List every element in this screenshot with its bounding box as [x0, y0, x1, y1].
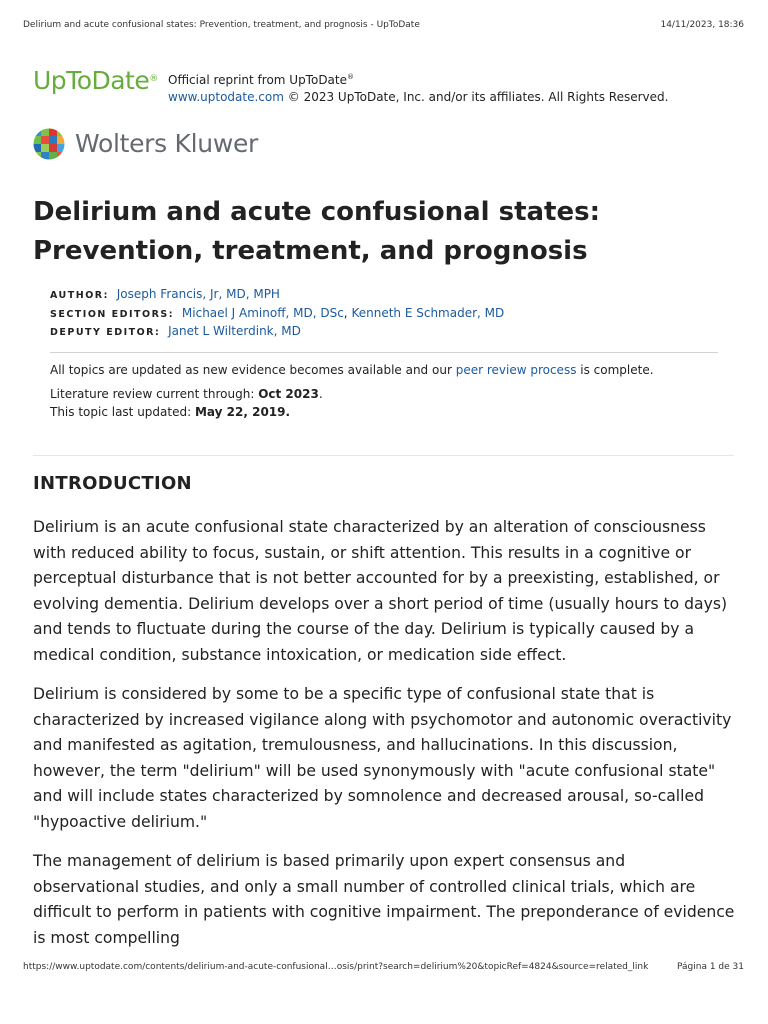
literature-review: Literature review current through: Oct 2023. — [50, 386, 323, 401]
literature-review-date: Oct 2023 — [258, 386, 319, 401]
article-meta — [50, 286, 718, 421]
publisher-logo — [33, 126, 293, 162]
section-editors-row: SECTION EDITORS: Michael J Aminoff, MD, DSc, Kenneth E Schmader, MD — [50, 305, 505, 320]
print-footer — [23, 962, 744, 974]
last-updated-date: May 22, 2019. — [194, 404, 291, 419]
print-header — [23, 20, 744, 32]
print-url: https://www.uptodate.com/contents/delirium-and-acute-confusional…osis/print?search=delirium%20&topicRef=4824&source=related_link — [23, 962, 649, 972]
publisher-name: Wolters Kluwer — [75, 129, 259, 158]
meta-divider — [50, 352, 718, 353]
deputy-editor-row — [50, 323, 718, 342]
print-page-title: Delirium and acute confusional states: Prevention, treatment, and prognosis - UpToDate — [23, 20, 420, 30]
paragraph: Delirium is an acute confusional state characterized by an alteration of consciousness with reduced ability to focus, sustain, or shift attention. This results in a cognitive or perceptual disturbance that is not better accounted for by a preexisting, established, or evolving dementia. Delirium develops over a short period of time (usually hours to days) and tends to fluctuate during the course of the day. Delirium is typically caused by a medical condition, substance intoxication, or medication side effect. — [33, 518, 728, 664]
section-editors-label: SECTION EDITORS: — [50, 308, 175, 320]
author-label: AUTHOR: — [50, 290, 109, 301]
uptodate-site-link[interactable]: www.uptodate.com — [168, 90, 284, 104]
body-clip — [0, 515, 768, 947]
article-title: Delirium and acute confusional states: Prevention, treatment, and prognosis — [33, 197, 600, 266]
section-divider — [33, 455, 734, 456]
deputy-editor-link[interactable]: Janet L Wilterdink, MD — [168, 324, 301, 338]
deputy-editor-label: DEPUTY EDITOR: — [50, 327, 161, 338]
paragraph: Delirium is considered by some to be a specific type of confusional state that is characterized by increased vigilance along with psychomotor and autonomic overactivity and manifested as agitation, tremulousness, and hallucinations. In this discussion, however, the term "delirium" will be used synonymously with "acute confusional state" and will include states characterized by somnolence and decreased arousal, so-called "hypoactive delirium." — [33, 685, 732, 831]
reprint-rights: © 2023 UpToDate, Inc. and/or its affiliates. All Rights Reserved. — [287, 90, 669, 104]
uptodate-logo: UpToDate® — [33, 66, 158, 95]
peer-review-link[interactable]: peer review process — [455, 362, 577, 377]
paragraph: The management of delirium is based primarily upon expert consensus and observational studies, and only a small number of controlled clinical trials, which are difficult to perform in patients with cognitive impairment. The preponderance of evidence is most compelling — [33, 852, 735, 947]
reprint-line: Official reprint from UpToDate — [168, 73, 347, 87]
print-datetime: 14/11/2023, 18:36 — [660, 20, 744, 30]
page-number: Página 1 de 31 — [677, 962, 744, 972]
last-updated: This topic last updated: May 22, 2019. — [50, 404, 291, 419]
reprint-notice: Official reprint from UpToDate® www.uptodate.com © 2023 UpToDate, Inc. and/or its affiliates. All Rights Reserved. — [168, 73, 669, 104]
brand-row — [33, 66, 735, 106]
author-link[interactable]: Joseph Francis, Jr, MD, MPH — [116, 287, 280, 301]
section-editor-link[interactable]: Kenneth E Schmader, MD — [351, 305, 505, 320]
introduction-body — [33, 515, 736, 965]
section-heading-introduction: INTRODUCTION — [33, 473, 192, 494]
update-policy: All topics are updated as new evidence becomes available and our peer review process is complete. — [50, 362, 654, 377]
author-row — [50, 286, 718, 305]
section-editor-link[interactable]: Michael J Aminoff, MD, DSc — [181, 305, 344, 320]
wolters-kluwer-globe-icon — [33, 128, 66, 161]
